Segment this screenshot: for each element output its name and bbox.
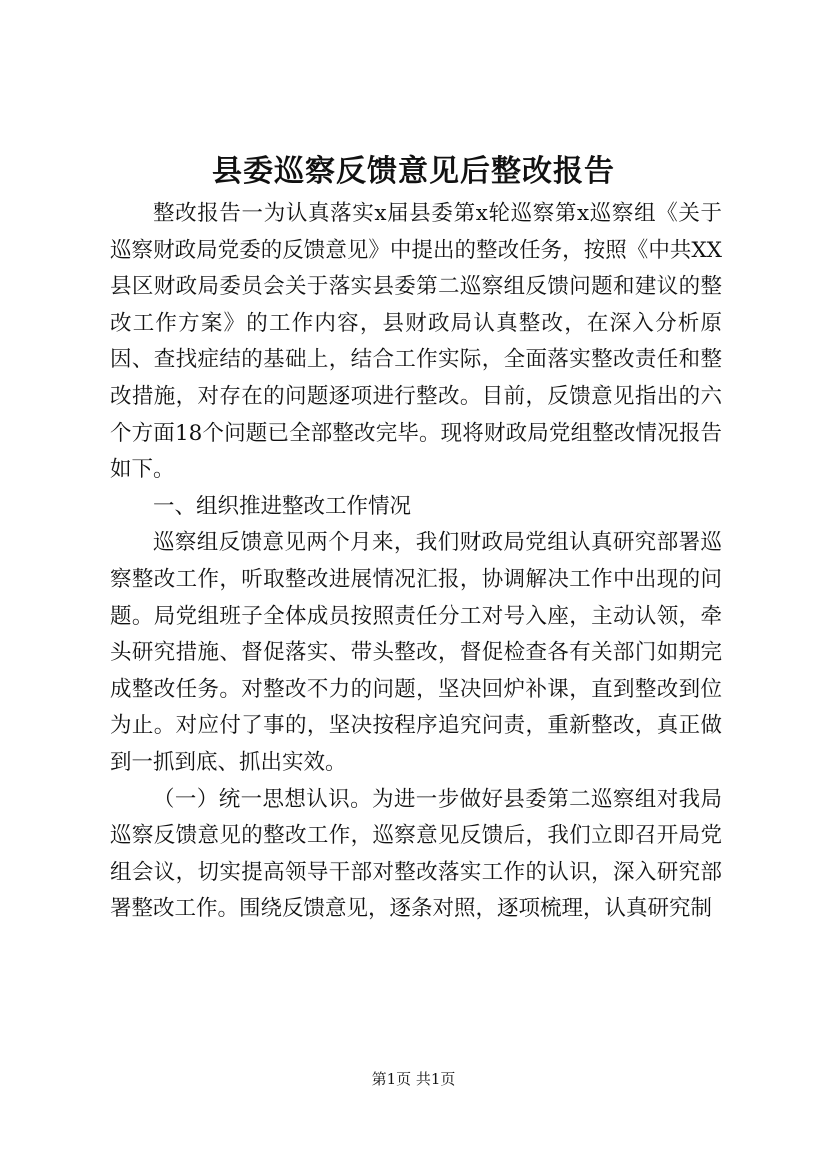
paragraph-subsection-one: （一）统一思想认识。为进一步做好县委第二巡察组对我局巡察反馈意见的整改工作，巡察意见反馈后，我们立即召开局党组会议，切实提高领导干部对整改落实工作的认识，深入研究部署整改工作。围绕反馈意见，逐条对照，逐项梳理，认真研究制: [110, 786, 722, 922]
section-heading: 一、组织推进整改工作情况: [153, 493, 412, 519]
page-number-footer: 第1页 共1页: [371, 1070, 456, 1088]
paragraph-intro: 整改报告一为认真落实x届县委第x轮巡察第x巡察组《关于巡察财政局党委的反馈意见》中提出的整改任务，按照《中共XX县区财政局委员会关于落实县委第二巡察组反馈问题和建议的整改工作方案》的工作内容，县财政局认真整改，在深入分析原因、查找症结的基础上，结合工作实际，全面落实整改责任和整改措施，对存在的问题逐项进行整改。目前，反馈意见指出的六个方面18个问题已全部整改完毕。现将财政局党组整改情况报告如下。: [110, 201, 722, 483]
document-body: [110, 196, 722, 928]
document-title: 县委巡察反馈意见后整改报告: [212, 154, 615, 189]
paragraph-section-one: 巡察组反馈意见两个月来，我们财政局党组认真研究部署巡察整改工作，听取整改进展情况汇报，协调解决工作中出现的问题。局党组班子全体成员按照责任分工对号入座，主动认领，牵头研究措施、督促落实、带头整改，督促检查各有关部门如期完成整改任务。对整改不力的问题，坚决回炉补课，直到整改到位为止。对应付了事的，坚决按程序追究问责，重新整改，真正做到一抓到底、抓出实效。: [110, 530, 722, 775]
